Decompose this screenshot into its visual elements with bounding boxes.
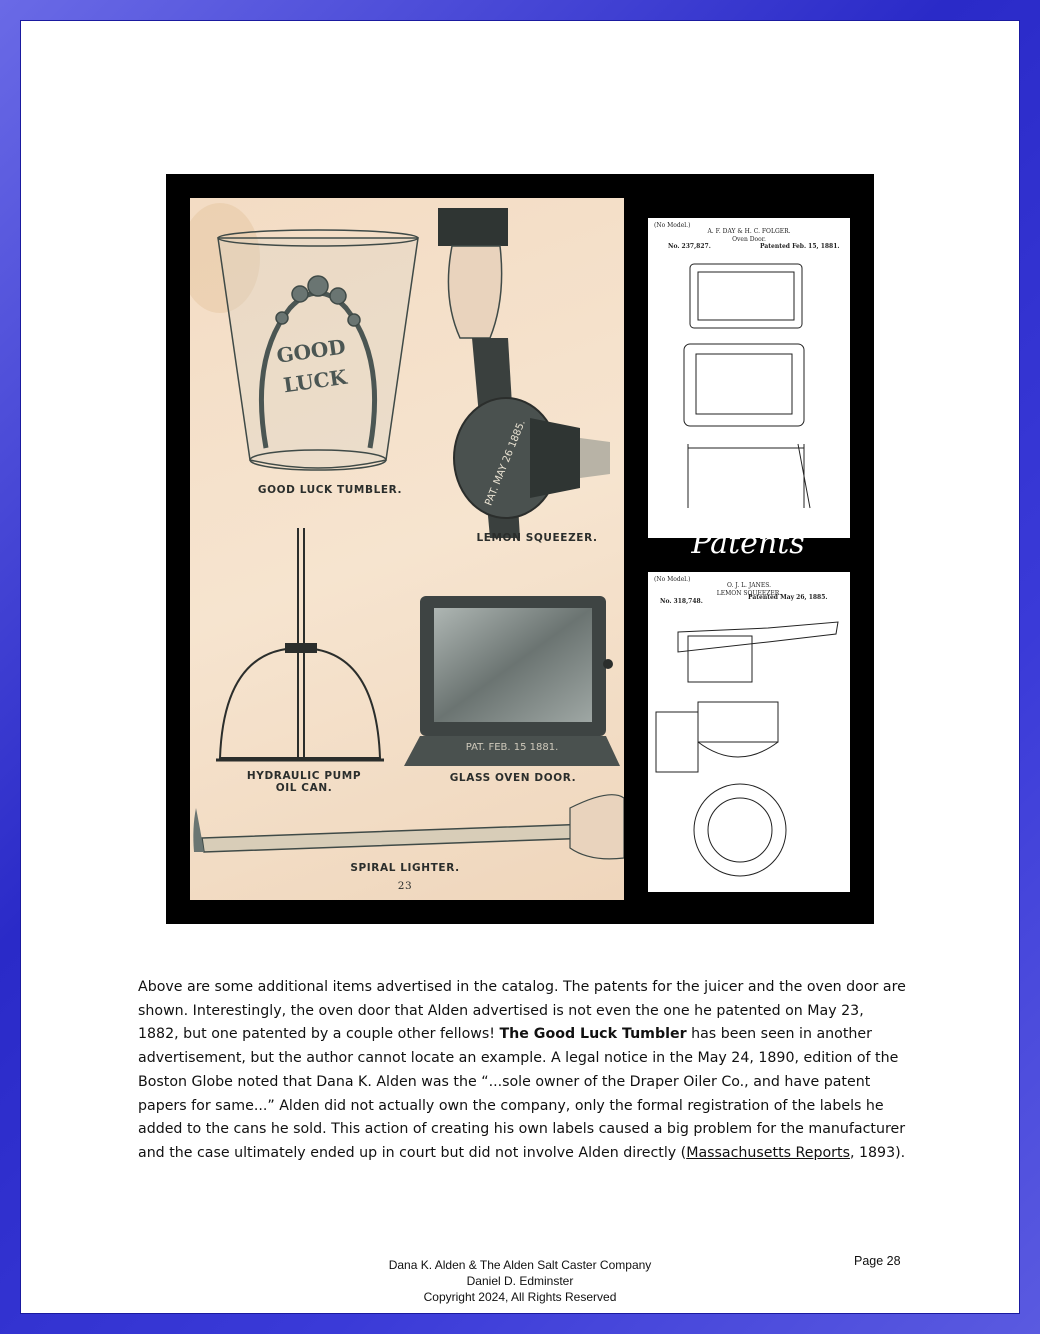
caption-lemon-squeezer: LEMON SQUEEZER. [476,532,598,544]
footer-author: Daniel D. Edminster [466,1274,574,1288]
patents-label: Patents [691,526,805,561]
patent-squeezer-date: Patented May 26, 1885. [748,594,828,601]
body-text-part3: , 1893). [849,1144,906,1161]
caption-glass-oven-door: GLASS OVEN DOOR. [449,772,577,784]
lemon-squeezer-illustration [438,208,610,538]
patent-lemon-squeezer [648,572,850,892]
patent-oven-number: No. 237,827. [668,243,711,250]
patent-squeezer-title: LEMON SQUEEZER. [716,590,782,597]
document-page [20,20,1020,1314]
patent-oven-date: Patented Feb. 15, 1881. [760,243,840,250]
page-number: Page 28 [854,1254,901,1268]
caption-spiral-lighter: SPIRAL LIGHTER. [350,862,460,874]
patent-oven-door [648,218,850,538]
caption-hydraulic-pump-oil-can: HYDRAULIC PUMP OIL CAN. [246,770,362,794]
oven-door-illustration [404,596,620,766]
catalog-page-number: 23 [397,880,413,892]
body-text-bold-tumbler: The Good Luck Tumbler [499,1026,687,1043]
body-paragraph [138,976,908,1166]
patent-oven-title: Oven Door. [732,236,766,243]
citation-massachusetts-reports: Massachusetts Reports [686,1144,850,1161]
tumbler-word-good: GOOD [275,334,347,368]
patent-oven-inventors: A. F. DAY & H. C. FOLGER. [707,228,791,235]
catalog-figure [166,174,874,924]
patent-squeezer-number: No. 318,748. [660,598,703,605]
oil-can-illustration [216,528,384,760]
caption-good-luck-tumbler: GOOD LUCK TUMBLER. [257,484,403,496]
page-footer [320,1257,720,1305]
patent-squeezer-inventor: O. J. L. JANES. [726,582,772,589]
footer-copyright: Copyright 2024, All Rights Reserved [423,1290,617,1304]
oven-patent-stamp: PAT. FEB. 15 1881. [465,742,559,753]
patent-squeezer-drawing [648,572,850,892]
body-text-part2: has been seen in another advertisement, but the author cannot locate an example. A legal notice in the May 24, 1890, edition of the Boston Globe noted that Dana K. Alden was the “...sole owner of the Draper Oiler Co., and have patent papers for same...” Alden did not actually own the company, only the formal registration of the labels he added to the cans he sold. This action of creating his own labels caused a big problem for the manufacturer and the case ultimately ended up in court but did not involve Alden directly ( [138,1026,906,1161]
footer-title: Dana K. Alden & The Alden Salt Caster Company [388,1258,652,1272]
tumbler-word-luck: LUCK [281,364,349,398]
spiral-lighter-illustration [193,795,624,859]
patent-squeezer-model: (No Model.) [654,576,691,583]
patent-oven-model: (No Model.) [654,222,691,229]
squeezer-patent-stamp: PAT. MAY 26 1885. [483,418,528,508]
patent-oven-drawing [648,218,850,538]
catalog-page-image [190,198,624,900]
catalog-illustrations [190,198,624,900]
body-text-part1: Above are some additional items advertised in the catalog. The patents for the juicer and the oven door are shown. Interestingly, the oven door that Alden advertised is not even the one he patented on May 23, 1882, but one patented by a couple other fellows! [138,979,906,1043]
